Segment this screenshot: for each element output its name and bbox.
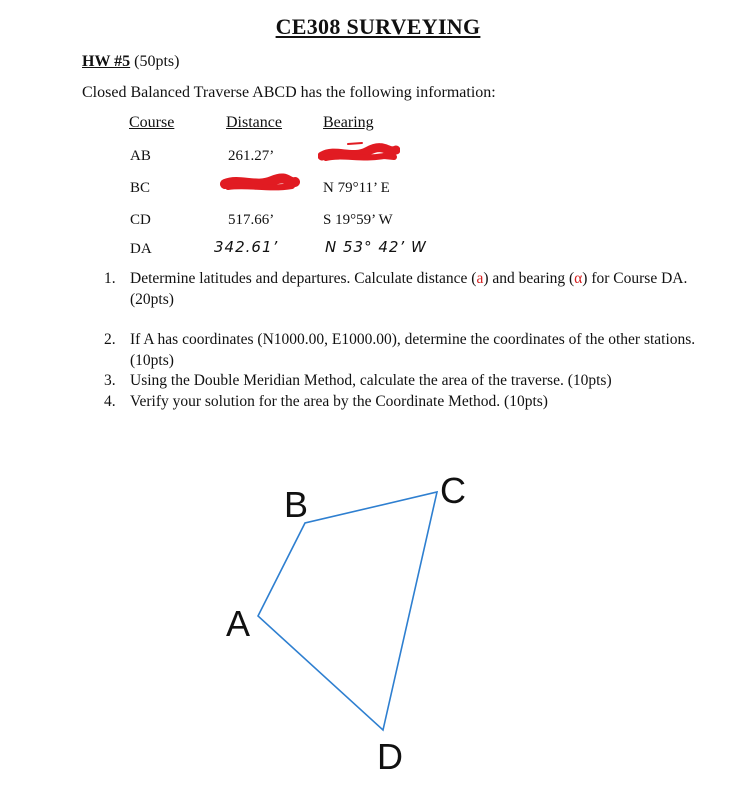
row-da-distance-handwritten: 342.61’ <box>214 238 279 256</box>
question-1-var-alpha: α <box>574 270 583 287</box>
vertex-label-a: A <box>226 603 251 644</box>
row-cd-course: CD <box>130 212 151 228</box>
question-3-number: 3. <box>104 372 116 389</box>
header-bearing: Bearing <box>323 114 374 131</box>
homework-label: HW #5 <box>82 53 131 70</box>
page-title: CE308 SURVEYING <box>275 14 481 39</box>
row-bc-course: BC <box>130 180 151 196</box>
question-2-number: 2. <box>104 331 116 348</box>
question-3-text: Using the Double Meridian Method, calculate the area of the traverse. (10pts) <box>130 372 612 389</box>
question-2-text: If A has coordinates (N1000.00, E1000.00), determine the coordinates of the other stations. (10pts) <box>130 331 696 369</box>
vertex-label-d: D <box>377 736 403 777</box>
intro-text: Closed Balanced Traverse ABCD has the following information: <box>82 84 496 101</box>
row-cd-bearing: S 19°59’ W <box>323 212 393 228</box>
question-4-number: 4. <box>104 393 116 410</box>
question-4-text: Verify your solution for the area by the Coordinate Method. (10pts) <box>130 393 548 410</box>
question-1-number: 1. <box>104 270 116 287</box>
row-ab-course: AB <box>130 148 151 164</box>
question-1-var-a: a <box>476 270 484 287</box>
row-da-course: DA <box>130 241 152 257</box>
vertex-label-c: C <box>440 470 466 511</box>
question-1-text-a: Determine latitudes and departures. Calculate distance ( <box>130 270 477 287</box>
question-1-text-b: ) and bearing ( <box>483 270 575 287</box>
header-course: Course <box>129 114 175 131</box>
traverse-polygon <box>258 492 437 730</box>
header-distance: Distance <box>226 114 282 131</box>
question-1-text-c: ) for Course DA. (20pts) <box>130 270 688 308</box>
row-da-bearing-handwritten: N 53° 42’ W <box>325 238 427 256</box>
vertex-label-b: B <box>284 484 309 525</box>
row-bc-bearing: N 79°11’ E <box>323 180 390 196</box>
homework-points: (50pts) <box>134 53 180 70</box>
row-ab-distance: 261.27’ <box>228 148 275 164</box>
row-cd-distance: 517.66’ <box>228 212 275 228</box>
